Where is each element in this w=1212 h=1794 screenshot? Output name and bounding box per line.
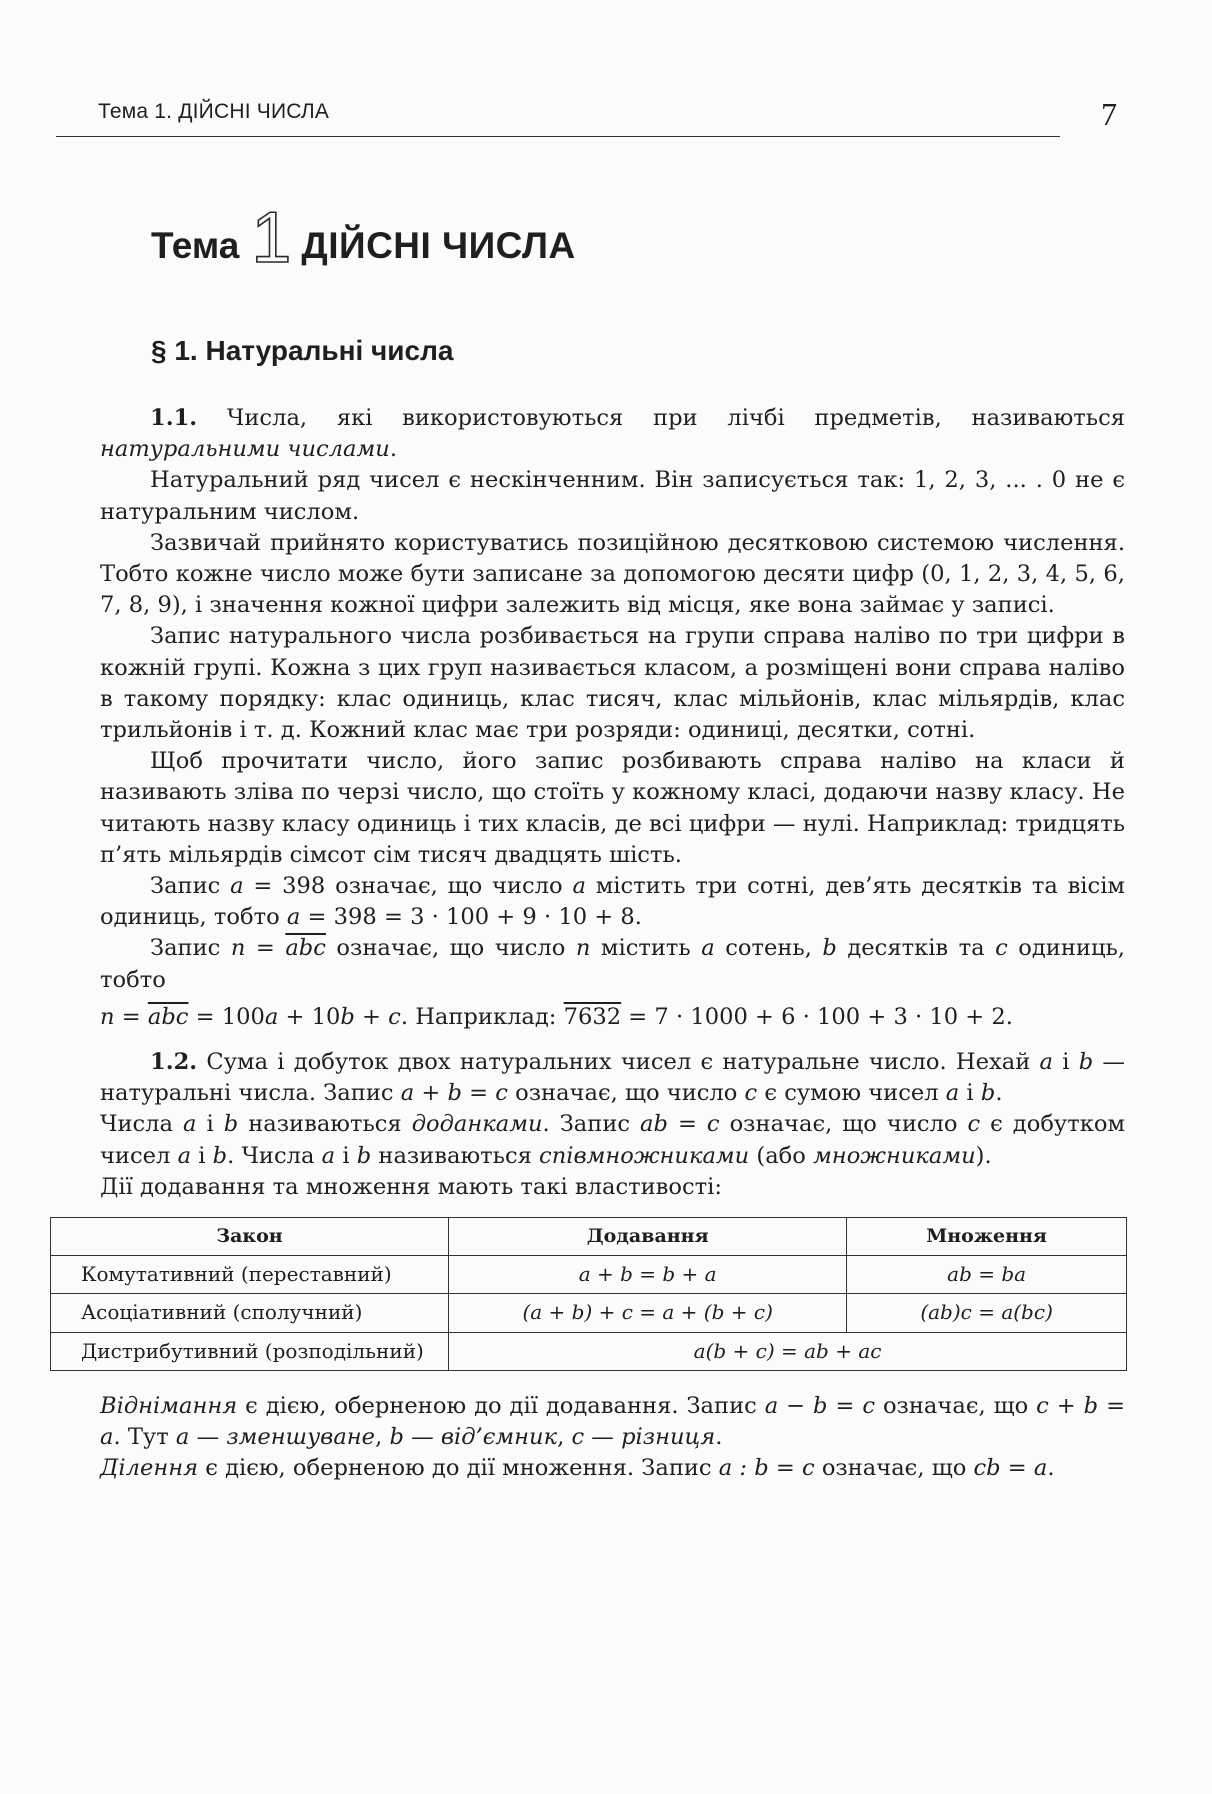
italic-text: множниками xyxy=(813,1142,976,1169)
paragraph-decimal-system: Зазвичай прийнято користуватись позиційною десятковою системою числення. Тобто кожне число може бути записане за допомогою десяти цифр (0, 1, 2, 3, 4, 5, 6, 7, 8, 9), і значення кожної цифри залежить від місця, яке вона займає у записі. xyxy=(100,529,1125,619)
italic-text: доданками xyxy=(411,1111,543,1138)
text: . xyxy=(715,1424,723,1451)
formula-abc xyxy=(100,1002,1125,1033)
text: і xyxy=(959,1080,981,1107)
italic-text: n xyxy=(575,935,591,962)
italic-text: різниця xyxy=(621,1424,716,1451)
text: , xyxy=(557,1424,572,1451)
text: і xyxy=(1053,1049,1079,1076)
item-number: 1.2. xyxy=(150,1049,198,1076)
text: означає, що xyxy=(814,1455,974,1482)
table-row xyxy=(51,1294,1127,1332)
text: містить три сотні, дев’ять десятків та вісім одиниць, тобто xyxy=(100,873,1125,931)
text: називаються xyxy=(371,1142,540,1169)
italic-text: співмножниками xyxy=(539,1142,750,1169)
text: = 398 = 3 · 100 + 9 · 10 + 8. xyxy=(300,904,642,931)
paragraph-subtraction xyxy=(100,1391,1125,1453)
italic-text: a xyxy=(230,873,244,900)
page-number: 7 xyxy=(1101,96,1117,132)
italic-text: c xyxy=(571,1424,585,1451)
italic-text: b xyxy=(980,1080,996,1107)
italic-text: a xyxy=(177,1142,192,1169)
text: . Наприклад: xyxy=(400,1003,564,1030)
italic-text: a + b = c xyxy=(400,1080,508,1107)
main-text xyxy=(81,403,1126,1485)
text: — xyxy=(189,1424,227,1451)
italic-text: b xyxy=(340,1003,355,1030)
text: = 398 означає, що число xyxy=(243,873,573,900)
italic-text: b xyxy=(212,1142,228,1169)
italic-text: Віднімання xyxy=(100,1392,238,1419)
table-cell: a + b = b + a xyxy=(449,1256,847,1294)
italic-text: $\overline{abc}$ xyxy=(285,935,326,962)
text: і xyxy=(196,1111,224,1138)
text: є добутком чисел xyxy=(100,1111,1126,1169)
text: називаються xyxy=(238,1111,412,1138)
italic-text: a xyxy=(1039,1049,1053,1076)
text: ). xyxy=(975,1142,992,1169)
italic-text: c xyxy=(967,1111,981,1138)
text: є дією, оберненою до дії додавання. Запис xyxy=(237,1392,765,1419)
italic-text: ab = c xyxy=(640,1111,720,1138)
text: = xyxy=(114,1003,148,1030)
text: Запис xyxy=(150,935,231,962)
table-cell: a(b + c) = ab + ac xyxy=(449,1332,1127,1370)
topic-word: Тема xyxy=(151,225,240,266)
text: 7632 xyxy=(563,1003,622,1030)
text: = xyxy=(245,935,286,962)
italic-text: a xyxy=(286,904,301,931)
italic-text: зменшуване xyxy=(226,1424,376,1451)
italic-text: b xyxy=(223,1111,239,1138)
italic-text: a xyxy=(945,1080,960,1107)
section-title: § 1. Натуральні числа xyxy=(151,335,454,366)
italic-text: Ділення xyxy=(100,1455,199,1482)
text: Запис xyxy=(150,873,231,900)
text: містить xyxy=(590,935,702,962)
paragraph-reading: Щоб прочитати число, його запис розбивають справа наліво на класи й називають зліва по черзі число, що стоїть у кожному класі, додаючи назву класу. Не читають назву класу одиниць і тих класів, де всі цифри — нулі. Наприклад: тридцять п’ять мільярдів сімсот сім тисяч двадцять шість. xyxy=(100,748,1125,868)
italic-text: від’ємник xyxy=(440,1424,558,1451)
term: натуральними числами xyxy=(100,436,390,463)
table-row xyxy=(51,1332,1127,1370)
paragraph-1-1 xyxy=(100,403,1125,465)
text: десятків та xyxy=(836,935,996,962)
text: . xyxy=(1047,1455,1055,1482)
item-number: 1.1. xyxy=(150,405,198,431)
paragraph-1-2 xyxy=(100,1047,1125,1109)
italic-text: cb = a xyxy=(973,1455,1048,1482)
text: , xyxy=(375,1424,390,1451)
italic-text: c xyxy=(995,935,1008,962)
topic-heading xyxy=(151,198,576,282)
text: . xyxy=(995,1080,1003,1107)
table-cell: ab = ba xyxy=(847,1256,1127,1294)
properties-table xyxy=(50,1217,1127,1371)
italic-text: a xyxy=(572,873,586,900)
text: + xyxy=(354,1003,389,1030)
text: є дією, оберненою до дії множення. Запис xyxy=(198,1455,719,1482)
table-cell: Комутативний (переставний) xyxy=(51,1256,449,1294)
text: означає, що число xyxy=(507,1080,745,1107)
paragraph-classes: Запис натурального числа розбивається на групи справа наліво по три цифри в кожній групі. Кожна з цих груп називається класом, а розміщені вони справа наліво в такому порядку: клас одиниць, клас тисяч, клас мільйонів, клас мільярдів, клас трильйонів і т. д. Кожний клас має три розряди: одиниці, десятки, сотні. xyxy=(100,623,1125,744)
table-cell: Асоціативний (сполучний) xyxy=(51,1294,449,1332)
text: і xyxy=(191,1142,213,1169)
italic-text: a : b = c xyxy=(718,1455,815,1482)
text: . Числа xyxy=(227,1142,322,1169)
text: . Запис xyxy=(542,1111,641,1138)
italic-text: b xyxy=(356,1142,372,1169)
text: сотень, xyxy=(714,935,823,962)
italic-text: a − b = c xyxy=(764,1392,875,1419)
table-cell: (a + b) + c = a + (b + c) xyxy=(449,1294,847,1332)
text: означає, що число xyxy=(719,1111,968,1138)
text: Числа, які використовуються при лічбі предметів, називаються xyxy=(197,405,1125,431)
text: Сума і добуток двох натуральних чисел є натуральне число. Нехай xyxy=(197,1049,1040,1076)
italic-text: b xyxy=(1078,1049,1094,1076)
text: (або xyxy=(749,1142,814,1169)
text: . Тут xyxy=(113,1424,176,1451)
column-header: Додавання xyxy=(449,1218,847,1256)
column-header: Закон xyxy=(51,1218,449,1256)
text: . xyxy=(389,436,397,463)
italic-text: b xyxy=(822,935,837,962)
text: = 7 · 1000 + 6 · 100 + 3 · 10 + 2. xyxy=(621,1003,1013,1030)
paragraph-natural-series: Натуральний ряд чисел є нескінченним. Він записується так: 1, 2, 3, ... . 0 не є натуральним числом. xyxy=(100,467,1125,525)
italic-text: a xyxy=(264,1003,279,1030)
header-rule xyxy=(56,136,1060,137)
paragraph-division xyxy=(100,1453,1125,1484)
table-header-row xyxy=(51,1218,1127,1256)
italic-text: n xyxy=(100,1003,115,1030)
running-header: Тема 1. ДІЙСНІ ЧИСЛА xyxy=(98,100,330,123)
text: Числа xyxy=(100,1111,184,1138)
text: — натуральні числа. Запис xyxy=(100,1049,1126,1107)
text: означає, що xyxy=(875,1392,1037,1419)
italic-text: c xyxy=(388,1003,401,1030)
italic-text: c + b = a xyxy=(100,1392,1126,1451)
italic-text: a xyxy=(175,1424,190,1451)
italic-text: c xyxy=(744,1080,758,1107)
paragraph-example-398 xyxy=(100,871,1125,933)
paragraph-properties: Дії додавання та множення мають такі властивості: xyxy=(100,1173,723,1200)
topic-title: ДІЙСНІ ЧИСЛА xyxy=(301,225,576,266)
italic-text: a xyxy=(321,1142,336,1169)
italic-text: $\overline{abc}$ xyxy=(147,1003,189,1030)
text: = 100 xyxy=(188,1003,265,1030)
table-cell: Дистрибутивний (розподільний) xyxy=(51,1332,449,1370)
text: і xyxy=(335,1142,357,1169)
table-cell: (ab)c = a(bc) xyxy=(847,1294,1127,1332)
italic-text: n xyxy=(230,935,246,962)
text: є сумою чисел xyxy=(757,1080,946,1107)
table-row xyxy=(51,1256,1127,1294)
paragraph-abc xyxy=(100,933,1125,995)
italic-text: a xyxy=(701,935,715,962)
italic-text: a xyxy=(183,1111,197,1138)
text: + 10 xyxy=(278,1003,341,1030)
text: одиниць, тобто xyxy=(100,935,1125,993)
paragraph-terms xyxy=(100,1109,1125,1171)
topic-number: 1 xyxy=(251,198,292,278)
italic-text: b xyxy=(389,1424,404,1451)
text: означає, що число xyxy=(325,935,576,962)
text: — xyxy=(403,1424,441,1451)
text: — xyxy=(584,1424,622,1451)
column-header: Множення xyxy=(847,1218,1127,1256)
